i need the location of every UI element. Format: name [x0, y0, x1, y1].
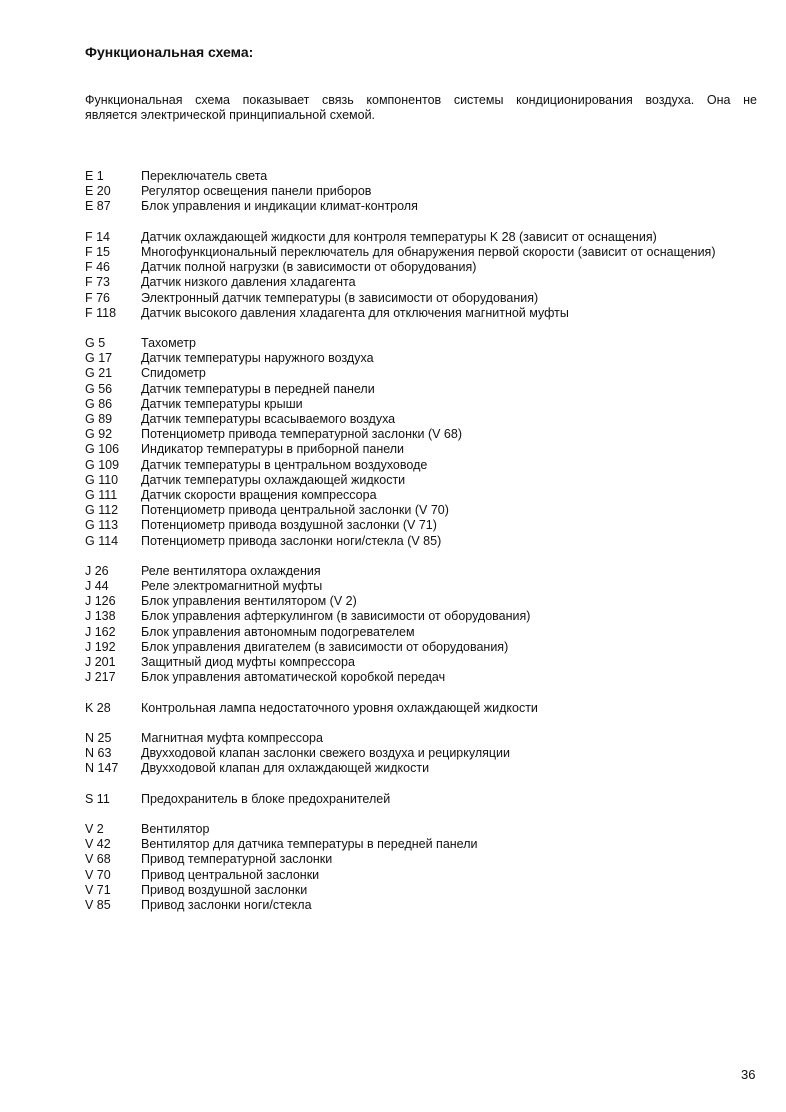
component-code: V 2: [85, 822, 104, 837]
component-description: Контрольная лампа недостаточного уровня охлаждающей жидкости: [141, 700, 538, 715]
legend-row: [85, 306, 765, 321]
component-code: F 14: [85, 229, 111, 244]
intro-line-1: Функциональная схема показывает связь компонентов системы кондиционирования воздуха. Она не: [85, 93, 757, 107]
component-description: Электронный датчик температуры (в зависимости от оборудования): [141, 290, 539, 305]
component-code: V 71: [85, 882, 111, 897]
component-description: Блок управления вентилятором (V 2): [141, 594, 357, 609]
intro-line-2: является электрической принципиальной схемой.: [85, 108, 376, 122]
legend-row: [85, 351, 765, 366]
component-code: G 92: [85, 427, 113, 442]
component-description: Привод заслонки ноги/стекла: [141, 898, 312, 912]
legend-group: [85, 792, 765, 807]
component-description: Двухходовой клапан для охлаждающей жидкости: [141, 761, 430, 776]
component-code: G 114: [85, 533, 119, 548]
legend-row: [85, 579, 765, 594]
component-description: Датчик температуры в центральном воздуховоде: [141, 457, 428, 472]
component-code: G 106: [85, 442, 120, 457]
component-code: G 111: [85, 487, 118, 502]
legend-row: [85, 245, 765, 260]
component-description: Привод центральной заслонки: [141, 867, 320, 882]
legend-row: [85, 518, 765, 533]
component-description: Датчик температуры в передней панели: [141, 381, 375, 396]
component-code: F 15: [85, 244, 111, 259]
component-code: J 217: [85, 670, 116, 685]
component-description: Датчик температуры наружного воздуха: [141, 351, 374, 366]
component-description: Двухходовой клапан заслонки свежего воздуха и рециркуляции: [141, 746, 511, 761]
component-code: V 70: [85, 867, 111, 882]
component-code: G 86: [85, 396, 113, 411]
component-code: G 110: [85, 472, 119, 487]
legend-row: [85, 230, 765, 245]
legend-row: [85, 670, 765, 685]
component-code: G 89: [85, 412, 113, 426]
legend-row: [85, 640, 765, 655]
legend-row: [85, 792, 765, 807]
legend-row: [85, 366, 765, 381]
component-description: Привод воздушной заслонки: [141, 882, 308, 897]
legend-row: [85, 746, 765, 761]
component-description: Датчик охлаждающей жидкости для контроля температуры K 28 (зависит от оснащения): [141, 229, 657, 244]
component-description: Датчик полной нагрузки (в зависимости от оборудования): [141, 260, 477, 275]
component-description: Датчик температуры всасываемого воздуха: [141, 412, 396, 426]
component-description: Потенциометр привода заслонки ноги/стекла (V 85): [141, 533, 442, 548]
component-code: F 76: [85, 290, 111, 305]
component-description: Регулятор освещения панели приборов: [141, 184, 372, 199]
legend-row: [85, 898, 765, 913]
component-code: N 63: [85, 746, 112, 761]
legend-row: [85, 397, 765, 412]
component-code: G 21: [85, 366, 113, 381]
legend-row: [85, 412, 765, 427]
legend-group: [85, 230, 765, 321]
component-code: G 113: [85, 518, 119, 533]
component-code: J 192: [85, 639, 116, 654]
component-code: J 44: [85, 579, 109, 594]
component-code: G 112: [85, 503, 119, 518]
legend-row: [85, 427, 765, 442]
legend-row: [85, 199, 765, 214]
component-code: N 147: [85, 761, 119, 776]
component-code: F 46: [85, 260, 111, 275]
component-code: G 109: [85, 457, 120, 472]
legend-row: [85, 458, 765, 473]
component-description: Датчик температуры охлаждающей жидкости: [141, 472, 406, 487]
page-number: 36: [741, 1067, 756, 1082]
component-description: Блок управления двигателем (в зависимости от оборудования): [141, 639, 509, 654]
legend-row: [85, 701, 765, 716]
component-description: Многофункциональный переключатель для обнаружения первой скорости (зависит от оснащения): [141, 244, 716, 259]
component-description: Тахометр: [141, 336, 196, 351]
component-code: E 1: [85, 169, 104, 183]
legend-row: [85, 488, 765, 503]
legend-row: [85, 382, 765, 397]
component-code: J 138: [85, 609, 116, 624]
component-code: J 162: [85, 624, 116, 639]
component-description: Магнитная муфта компрессора: [141, 730, 323, 745]
component-description: Блок управления автоматической коробкой передач: [141, 670, 446, 685]
component-description: Блок управления афтеркулингом (в зависимости от оборудования): [141, 609, 531, 624]
legend-row: [85, 625, 765, 640]
legend-row: [85, 184, 765, 199]
component-description: Спидометр: [141, 366, 206, 381]
component-description: Потенциометр привода воздушной заслонки (V 71): [141, 518, 437, 533]
legend-row: [85, 534, 765, 549]
component-code: K 28: [85, 700, 111, 715]
component-code: S 11: [85, 791, 110, 806]
component-description: Реле электромагнитной муфты: [141, 579, 323, 594]
legend-row: [85, 564, 765, 579]
component-code: F 73: [85, 275, 111, 290]
legend-group: [85, 169, 765, 215]
legend-row: [85, 868, 765, 883]
legend-row: [85, 883, 765, 898]
legend-group: [85, 822, 765, 913]
component-code: G 17: [85, 351, 113, 366]
component-legend: [85, 169, 765, 928]
legend-group: [85, 701, 765, 716]
legend-row: [85, 442, 765, 457]
legend-row: [85, 594, 765, 609]
component-description: Вентилятор для датчика температуры в передней панели: [141, 837, 478, 852]
legend-row: [85, 503, 765, 518]
component-description: Датчик температуры крыши: [141, 396, 303, 411]
component-description: Датчик низкого давления хладагента: [141, 275, 356, 290]
legend-group: [85, 731, 765, 777]
legend-row: [85, 837, 765, 852]
component-code: G 5: [85, 336, 106, 351]
component-description: Защитный диод муфты компрессора: [141, 655, 355, 669]
component-code: E 20: [85, 184, 111, 199]
component-code: V 85: [85, 898, 111, 912]
component-description: Переключатель света: [141, 169, 268, 183]
legend-row: [85, 609, 765, 624]
component-description: Блок управления и индикации климат-контроля: [141, 199, 418, 214]
component-code: J 126: [85, 594, 116, 609]
legend-row: [85, 473, 765, 488]
component-description: Реле вентилятора охлаждения: [141, 563, 321, 578]
page-title: Функциональная схема:: [85, 44, 254, 60]
legend-row: [85, 852, 765, 867]
component-code: J 26: [85, 563, 109, 578]
component-description: Потенциометр привода центральной заслонки (V 70): [141, 503, 449, 518]
component-code: J 201: [85, 655, 116, 669]
legend-group: [85, 564, 765, 686]
legend-row: [85, 731, 765, 746]
legend-row: [85, 260, 765, 275]
legend-row: [85, 761, 765, 776]
component-description: Привод температурной заслонки: [141, 852, 333, 867]
legend-group: [85, 336, 765, 549]
component-description: Вентилятор: [141, 822, 210, 837]
legend-row: [85, 336, 765, 351]
legend-row: [85, 169, 765, 184]
component-description: Блок управления автономным подогревателем: [141, 624, 415, 639]
legend-row: [85, 291, 765, 306]
component-description: Датчик скорости вращения компрессора: [141, 487, 377, 502]
component-code: V 42: [85, 837, 111, 852]
component-description: Индикатор температуры в приборной панели: [141, 442, 405, 457]
component-description: Потенциометр привода температурной заслонки (V 68): [141, 427, 462, 442]
legend-row: [85, 822, 765, 837]
legend-row: [85, 275, 765, 290]
component-code: E 87: [85, 199, 111, 214]
component-description: Датчик высокого давления хладагента для отключения магнитной муфты: [141, 305, 569, 320]
component-code: F 118: [85, 305, 117, 320]
component-code: V 68: [85, 852, 111, 867]
legend-row: [85, 655, 765, 670]
component-code: G 56: [85, 381, 113, 396]
component-description: Предохранитель в блоке предохранителей: [141, 791, 391, 806]
component-code: N 25: [85, 730, 112, 745]
intro-paragraph: [85, 93, 757, 123]
